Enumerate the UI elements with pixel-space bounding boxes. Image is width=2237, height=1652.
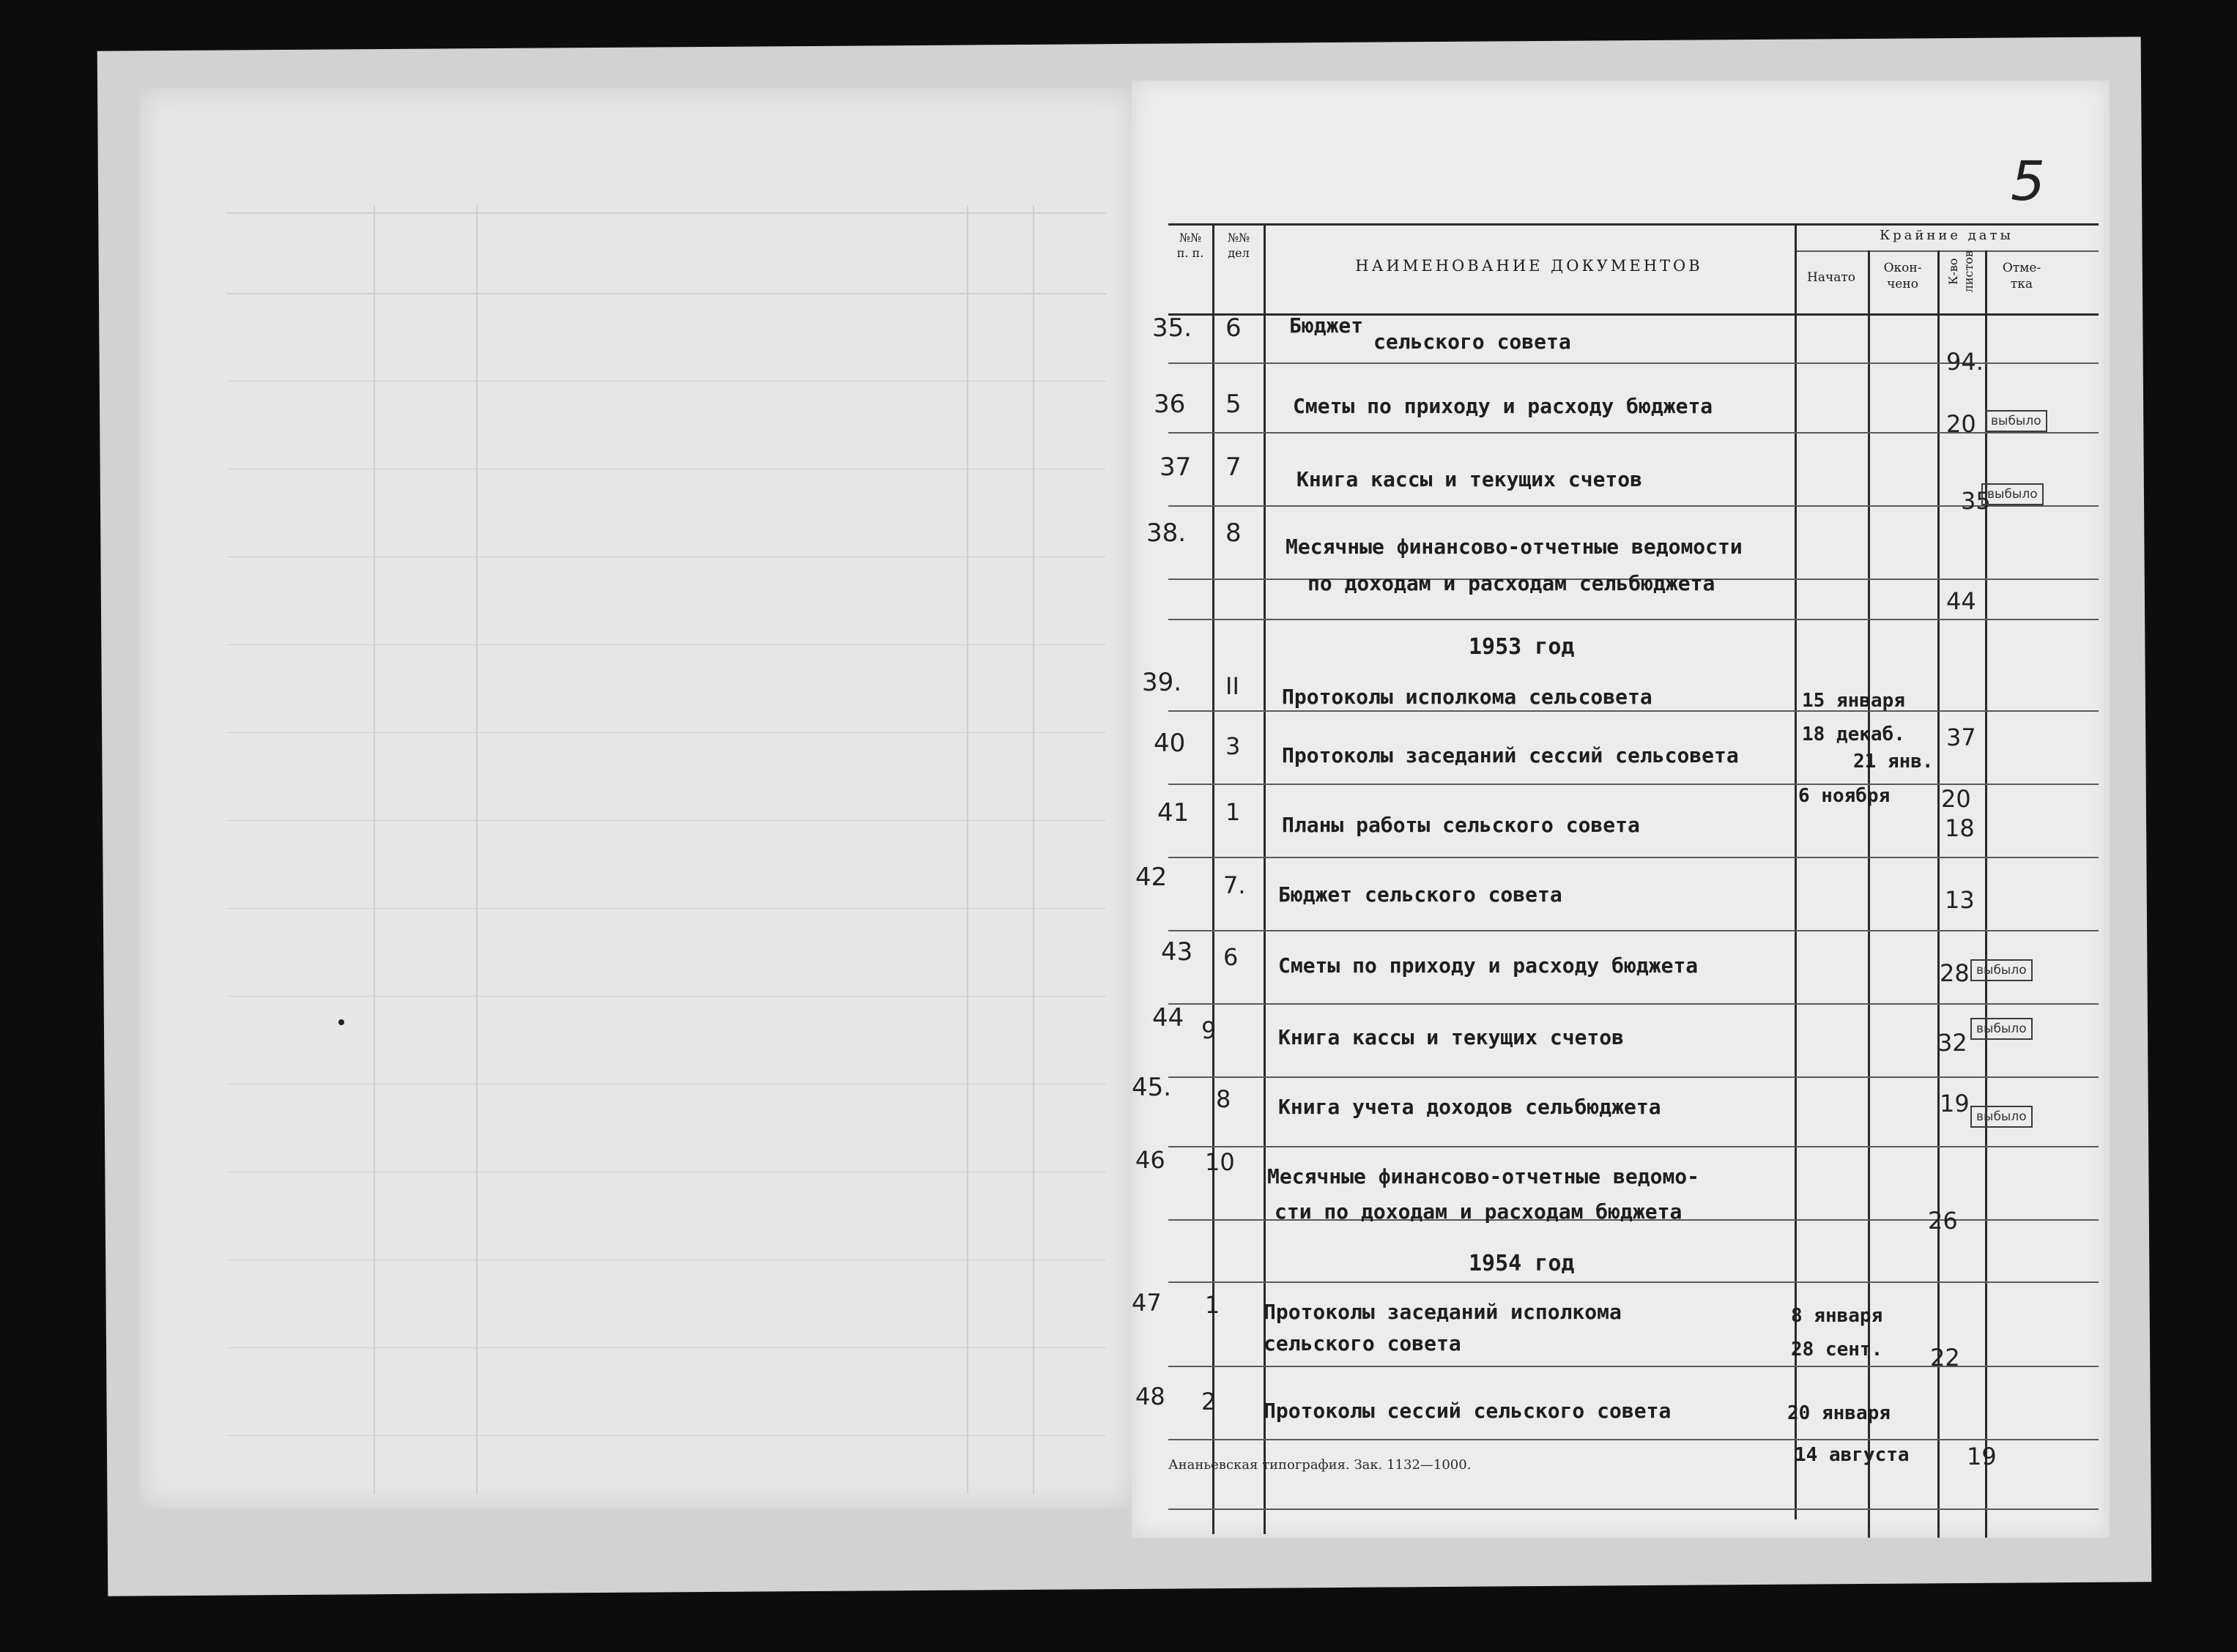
row-40-name: Протоколы заседаний сессий сельсовета xyxy=(1282,743,1739,767)
row-46-pp: 46 xyxy=(1135,1146,1165,1174)
sheet-number: 5 xyxy=(2011,150,2046,213)
header-col-mark: Отме- тка xyxy=(2002,261,2041,292)
row-36-mark-stamp: выбыло xyxy=(1985,410,2047,432)
row-37-name: Книга кассы и текущих счетов xyxy=(1296,467,1643,491)
header-col-del: №№ дел xyxy=(1227,231,1250,260)
row-35-name: Бюджет xyxy=(1289,313,1364,338)
row-36-name: Сметы по приходу и расходу бюджета xyxy=(1293,394,1713,418)
row-47-start-2: 28 сент. xyxy=(1791,1339,1883,1361)
row-48-start-2: 14 августа xyxy=(1795,1444,1910,1466)
row-39-pp: 39. xyxy=(1142,668,1182,697)
row-36-del: 5 xyxy=(1225,390,1242,419)
row-44-sheets: 32 xyxy=(1937,1029,1967,1057)
row-37-sheets: 35 xyxy=(1961,487,1991,515)
row-37-pp: 37 xyxy=(1160,453,1192,482)
row-46-name: Месячные финансово-отчетные ведомо- xyxy=(1267,1164,1700,1188)
row-42-pp: 42 xyxy=(1135,863,1168,892)
left-page-bleedthrough xyxy=(139,88,1135,1508)
row-38-name-2: по доходам и расходам сельбюджета xyxy=(1307,571,1715,595)
row-45-pp: 45. xyxy=(1132,1073,1172,1102)
row-39-sheets: 37 xyxy=(1946,723,1976,751)
row-40-start-2: 6 ноября xyxy=(1798,785,1891,807)
row-40-del: 3 xyxy=(1225,732,1241,760)
row-48-pp: 48 xyxy=(1135,1383,1165,1410)
row-37-mark-stamp: выбыло xyxy=(1981,483,2044,505)
row-46-sheets: 26 xyxy=(1928,1207,1958,1235)
row-45-del: 8 xyxy=(1216,1085,1231,1113)
header-col-sheets: К-во листов xyxy=(1946,250,1976,293)
row-35-del: 6 xyxy=(1225,313,1242,343)
row-42-del: 7. xyxy=(1223,871,1246,899)
row-47-start: 8 января xyxy=(1791,1305,1883,1327)
row-39-del: II xyxy=(1225,672,1239,700)
row-43-mark-stamp: выбыло xyxy=(1970,959,2033,981)
row-38-name: Месячные финансово-отчетные ведомости xyxy=(1286,535,1743,559)
row-48-sheets: 19 xyxy=(1967,1443,1997,1470)
row-38-pp: 38. xyxy=(1146,518,1187,548)
row-39-start: 15 января xyxy=(1802,690,1905,712)
row-47-del: 1 xyxy=(1205,1291,1220,1319)
row-39-start-2: 18 декаб. xyxy=(1802,723,1905,745)
header-col-pp: №№ п. п. xyxy=(1176,231,1204,260)
row-41-del: 1 xyxy=(1225,798,1241,826)
left-page-dot xyxy=(338,1019,344,1025)
row-39-name: Протоколы исполкома сельсовета xyxy=(1282,685,1652,709)
right-page-inventory xyxy=(1132,81,2110,1538)
header-col-end: Окон- чено xyxy=(1883,261,1922,292)
row-43-pp: 43 xyxy=(1161,937,1193,967)
row-36-pp: 36 xyxy=(1154,390,1186,419)
row-48-start: 20 января xyxy=(1787,1402,1891,1424)
row-44-pp: 44 xyxy=(1152,1003,1184,1032)
row-35-sheets: 94. xyxy=(1946,348,1984,376)
row-47-name: Протоколы заседаний исполкома xyxy=(1264,1300,1622,1324)
row-36-sheets: 20 xyxy=(1946,410,1976,438)
row-40-sheets: 20 xyxy=(1941,785,1971,813)
row-35-name-2: сельского совета xyxy=(1373,330,1571,354)
row-41-pp: 41 xyxy=(1157,798,1190,827)
year-1953-heading: 1953 год xyxy=(1469,634,1575,660)
row-46-name-2: сти по доходам и расходам бюджета xyxy=(1275,1199,1683,1224)
year-1954-heading: 1954 год xyxy=(1469,1251,1575,1276)
row-47-name-2: сельского совета xyxy=(1264,1331,1461,1355)
row-45-name: Книга учета доходов сельбюджета xyxy=(1278,1095,1661,1119)
row-44-del: 9 xyxy=(1201,1016,1217,1044)
row-48-name: Протоколы сессий сельского совета xyxy=(1264,1399,1672,1423)
row-44-name: Книга кассы и текущих счетов xyxy=(1278,1025,1625,1049)
row-41-sheets: 18 xyxy=(1945,814,1975,842)
row-46-del: 10 xyxy=(1205,1148,1235,1176)
header-col-name: НАИМЕНОВАНИЕ ДОКУМЕНТОВ xyxy=(1355,257,1703,275)
header-col-dates: Крайние даты xyxy=(1880,228,2014,243)
row-35-pp: 35. xyxy=(1152,313,1192,343)
row-44-mark-stamp: выбыло xyxy=(1970,1018,2033,1040)
row-38-del: 8 xyxy=(1225,518,1242,548)
header-col-start: Начато xyxy=(1807,270,1855,285)
row-48-del: 2 xyxy=(1201,1388,1217,1415)
row-41-name: Планы работы сельского совета xyxy=(1282,813,1640,837)
printer-imprint: Ананьевская типография. Зак. 1132—1000. xyxy=(1168,1457,1472,1473)
row-42-name: Бюджет сельского совета xyxy=(1278,882,1562,907)
row-43-sheets: 28 xyxy=(1940,959,1970,987)
row-37-del: 7 xyxy=(1225,453,1242,482)
row-43-del: 6 xyxy=(1223,943,1239,971)
row-45-mark-stamp: выбыло xyxy=(1970,1106,2033,1128)
row-40-start: 21 янв. xyxy=(1853,751,1934,773)
row-47-pp: 47 xyxy=(1132,1289,1162,1317)
row-40-pp: 40 xyxy=(1154,729,1186,758)
row-38-sheets: 44 xyxy=(1946,587,1976,615)
row-47-sheets: 22 xyxy=(1930,1344,1960,1372)
row-42-sheets: 13 xyxy=(1945,886,1975,914)
row-45-sheets: 19 xyxy=(1940,1090,1970,1117)
row-43-name: Сметы по приходу и расходу бюджета xyxy=(1278,953,1699,978)
